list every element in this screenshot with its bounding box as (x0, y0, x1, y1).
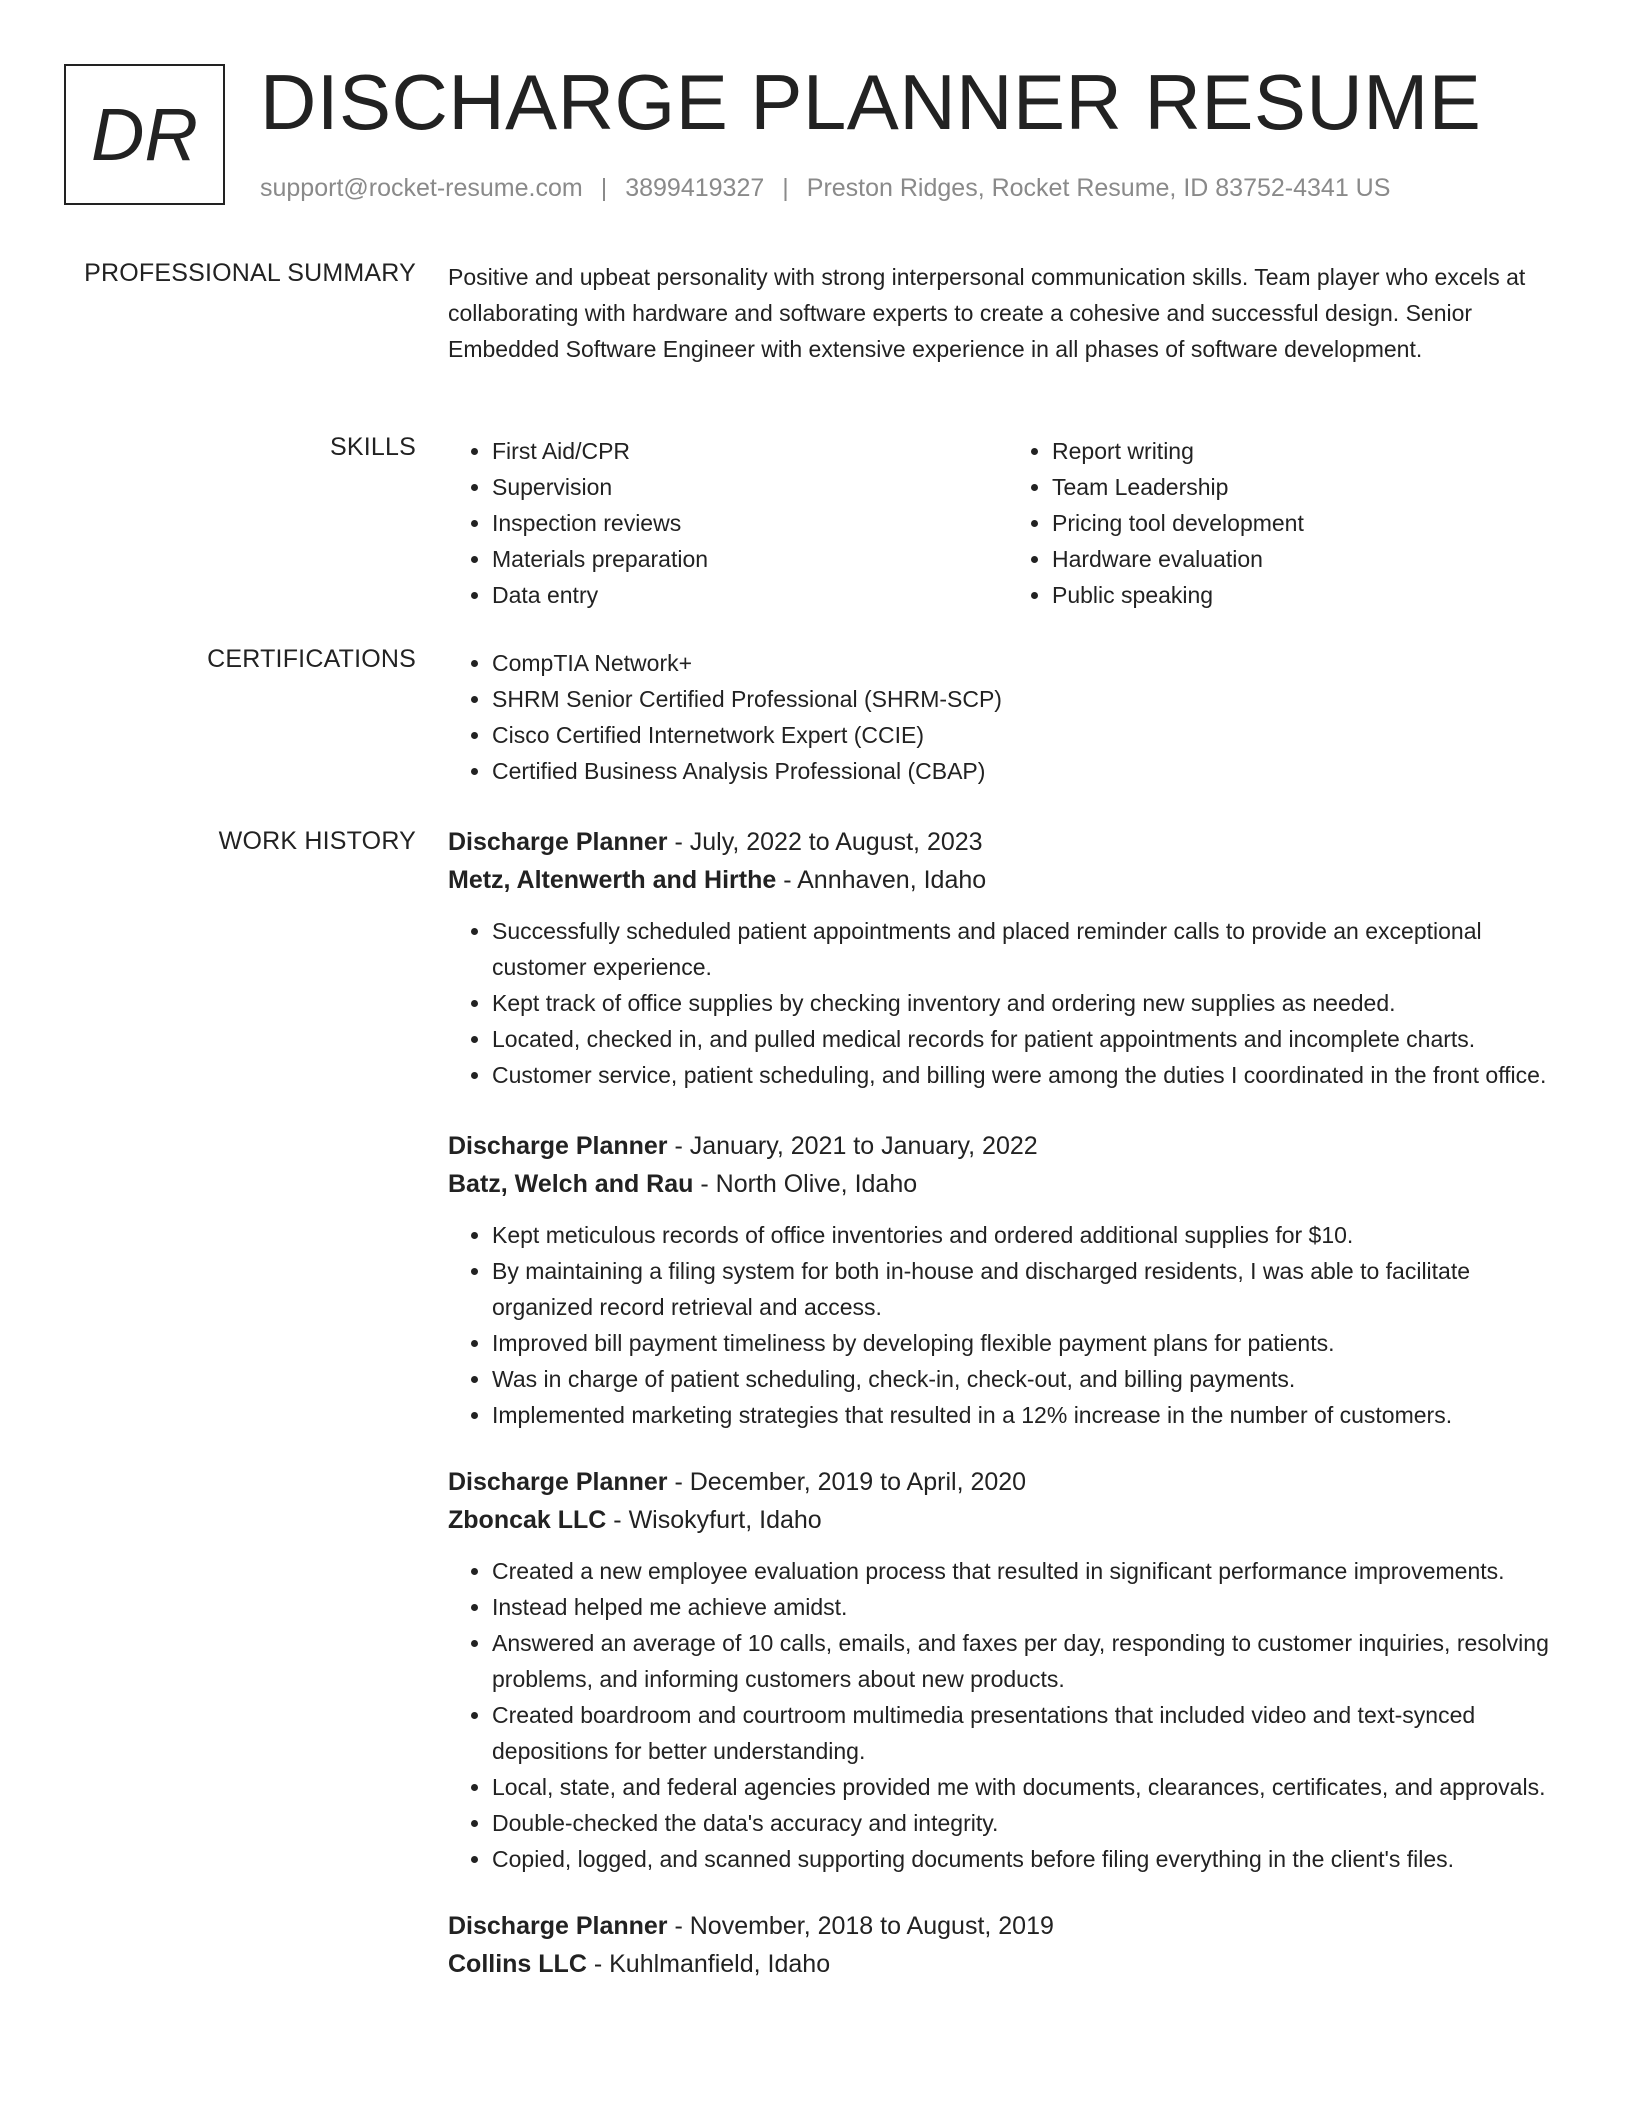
job-company-line: Metz, Altenwerth and Hirthe - Annhaven, Idaho (448, 866, 987, 894)
job-bullet: • Created a new employee evaluation process that resulted in significant performance improvements. (492, 1553, 1568, 1589)
job-bullet: • Kept meticulous records of office inventories and ordered additional supplies for $10. (492, 1217, 1568, 1253)
job-bullet: • Located, checked in, and pulled medical records for patient appointments and incomplete charts. (492, 1021, 1568, 1057)
section-label-skills: SKILLS (330, 433, 416, 461)
certifications-body (448, 645, 1568, 789)
skill-item: • First Aid/CPR (492, 433, 1008, 469)
job-company: Metz, Altenwerth and Hirthe (448, 866, 777, 894)
job-bullet: • Improved bill payment timeliness by developing flexible payment plans for patients. (492, 1325, 1568, 1361)
job-title: Discharge Planner (448, 1912, 668, 1940)
job-bullet: • Customer service, patient scheduling, and billing were among the duties I coordinated in the front office. (492, 1057, 1568, 1093)
summary-text: Positive and upbeat personality with strong interpersonal communication skills. Team player who excels at collaborating with hardware and software experts to create a cohesive and successful design. Senior Embedded Software Engineer with extensive experience in all phases of software development. (448, 264, 1526, 362)
skill-item: • Pricing tool development (1052, 505, 1568, 541)
job-entry (448, 823, 1568, 1093)
section-label-summary: PROFESSIONAL SUMMARY (84, 259, 416, 287)
certification-item: • Cisco Certified Internetwork Expert (CCIE) (492, 717, 1568, 753)
job-bullets (448, 1553, 1568, 1877)
skill-item: • Hardware evaluation (1052, 541, 1568, 577)
certifications-list (448, 645, 1568, 789)
skill-item: • Inspection reviews (492, 505, 1008, 541)
page-title: DISCHARGE PLANNER RESUME (260, 58, 1482, 146)
job-entry (448, 1907, 1568, 1983)
job-title: Discharge Planner (448, 1468, 668, 1496)
job-bullet: • Was in charge of patient scheduling, check-in, check-out, and billing payments. (492, 1361, 1568, 1397)
skills-list-left (448, 433, 1008, 613)
skill-item: • Materials preparation (492, 541, 1008, 577)
skill-item: • Report writing (1052, 433, 1568, 469)
job-title-line: Discharge Planner - January, 2021 to January, 2022 (448, 1132, 1038, 1160)
job-title-line: Discharge Planner - November, 2018 to August, 2019 (448, 1912, 1054, 1940)
job-company: Collins LLC (448, 1950, 587, 1978)
certification-item: • CompTIA Network+ (492, 645, 1568, 681)
job-bullets (448, 1217, 1568, 1433)
job-title: Discharge Planner (448, 828, 668, 856)
job-bullet: • Double-checked the data's accuracy and integrity. (492, 1805, 1568, 1841)
job-company-line: Batz, Welch and Rau - North Olive, Idaho (448, 1170, 918, 1198)
job-company: Batz, Welch and Rau (448, 1170, 694, 1198)
job-title-line: Discharge Planner - December, 2019 to April, 2020 (448, 1468, 1027, 1496)
job-bullets (448, 913, 1568, 1093)
job-bullet: • Implemented marketing strategies that resulted in a 12% increase in the number of customers. (492, 1397, 1568, 1433)
certification-item: • SHRM Senior Certified Professional (SHRM-SCP) (492, 681, 1568, 717)
contact-address: Preston Ridges, Rocket Resume, ID 83752-4341 US (806, 174, 1391, 202)
contact-line (260, 174, 1390, 203)
certification-item: • Certified Business Analysis Professional (CBAP) (492, 753, 1568, 789)
job-bullet: • Copied, logged, and scanned supporting documents before filing everything in the client's files. (492, 1841, 1568, 1877)
skill-item: • Team Leadership (1052, 469, 1568, 505)
section-label-certifications: CERTIFICATIONS (207, 645, 416, 673)
skills-columns (448, 433, 1568, 613)
job-dates: July, 2022 to August, 2023 (689, 828, 983, 856)
contact-separator: | (600, 174, 608, 202)
job-location: North Olive, Idaho (715, 1170, 918, 1198)
skill-item: • Public speaking (1052, 577, 1568, 613)
skills-list-right (1008, 433, 1568, 613)
job-location: Kuhlmanfield, Idaho (609, 1950, 831, 1978)
job-title: Discharge Planner (448, 1132, 668, 1160)
job-dates: December, 2019 to April, 2020 (689, 1468, 1027, 1496)
job-location: Annhaven, Idaho (797, 866, 987, 894)
job-company: Zboncak LLC (448, 1506, 607, 1534)
job-bullet: • Instead helped me achieve amidst. (492, 1589, 1568, 1625)
job-company-line: Collins LLC - Kuhlmanfield, Idaho (448, 1950, 831, 1978)
job-bullet: • Answered an average of 10 calls, emails, and faxes per day, responding to customer inquiries, resolving problems, and informing customers about new products. (492, 1625, 1568, 1697)
job-entry (448, 1127, 1568, 1433)
job-bullet: • Kept track of office supplies by checking inventory and ordering new supplies as needed. (492, 985, 1568, 1021)
job-company-line: Zboncak LLC - Wisokyfurt, Idaho (448, 1506, 822, 1534)
summary-body (448, 259, 1568, 367)
contact-separator: | (782, 174, 789, 202)
resume-header (64, 58, 1584, 210)
job-dates: January, 2021 to January, 2022 (689, 1132, 1038, 1160)
job-bullet: • By maintaining a filing system for both in-house and discharged residents, I was able to facilitate organized record retrieval and access. (492, 1253, 1568, 1325)
job-dates: November, 2018 to August, 2019 (689, 1912, 1054, 1940)
job-title-line: Discharge Planner - July, 2022 to August, 2023 (448, 828, 983, 856)
job-location: Wisokyfurt, Idaho (628, 1506, 822, 1534)
monogram-logo: DR (64, 64, 225, 205)
contact-phone: 3899419327 (625, 174, 765, 202)
skill-item: • Supervision (492, 469, 1008, 505)
job-bullet: • Created boardroom and courtroom multimedia presentations that included video and text-synced depositions for better understanding. (492, 1697, 1568, 1769)
section-label-work-history: WORK HISTORY (218, 827, 416, 855)
contact-email: support@rocket-resume.com (260, 174, 583, 202)
job-bullet: • Local, state, and federal agencies provided me with documents, clearances, certificates, and approvals. (492, 1769, 1568, 1805)
job-entry (448, 1463, 1568, 1877)
skill-item: • Data entry (492, 577, 1008, 613)
work-history-body (448, 823, 1568, 1983)
job-bullet: • Successfully scheduled patient appointments and placed reminder calls to provide an exceptional customer experience. (492, 913, 1568, 985)
